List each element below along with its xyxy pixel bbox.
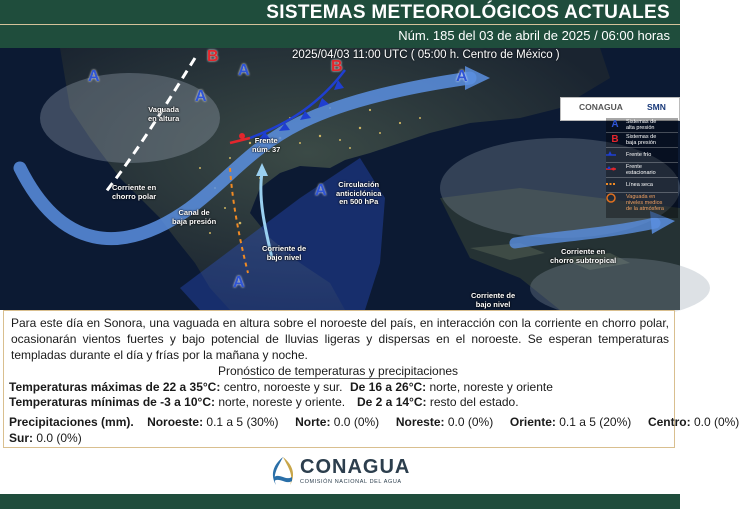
label-anticyclonic-circulation: Circulación anticiclónica en 500 hPa — [336, 180, 382, 206]
label-polar-jet: Corriente en chorro polar — [112, 183, 157, 201]
min-temp-label: Temperaturas mínimas de -3 a 10°C: — [9, 395, 215, 409]
precip-region: Noreste: — [395, 415, 445, 429]
min-temperature-row — [9, 395, 345, 409]
description-paragraph: Para este día en Sonora, una vaguada en altura sobre el noroeste del país, en interacción con la corriente en chorro polar, ocasionarán vientos fuertes y bajo potencial de lluvias ligeras y dispersas en el noroeste. Se esperan temperaturas templadas durante el día y frías por la mañana y noche. — [11, 316, 669, 362]
precip-value: 0.1 a 5 (30%) — [203, 415, 279, 429]
precip-value: 0.0 (0%) — [444, 415, 494, 429]
cloud-band-southeast — [530, 258, 710, 318]
high-pressure-marker: A — [238, 62, 250, 79]
legend-item-dry-line — [606, 178, 678, 193]
max-temperature-row — [9, 380, 342, 394]
header-divider — [0, 24, 680, 25]
legend-item-stationary-front — [606, 163, 678, 178]
conagua-logo-subtitle: COMISIÓN NACIONAL DEL AGUA — [300, 479, 402, 485]
high-pressure-marker: A — [233, 274, 245, 291]
conagua-logo-small: CONAGUA — [579, 102, 623, 112]
map-graphics — [0, 48, 680, 310]
cold-front-icon — [606, 148, 616, 158]
smn-logo: SMN — [647, 102, 666, 112]
forecast-panel — [3, 310, 739, 448]
legend-low-symbol: B — [611, 134, 619, 145]
legend-item-high — [606, 118, 678, 133]
precip-value: 0.1 a 5 (20%) — [555, 415, 632, 429]
map-timestamp: 2025/04/03 11:00 UTC ( 05:00 h. Centro de México ) — [292, 49, 560, 61]
precip-region: Norte: — [295, 415, 331, 429]
precipitation-row-2 — [9, 431, 82, 445]
precip-region: Noroeste: — [147, 415, 204, 429]
trough-icon — [606, 193, 616, 203]
low-pressure-marker: B — [331, 58, 343, 75]
stationary-front-marker — [239, 133, 245, 139]
min-temperature-row-2 — [357, 395, 519, 409]
legend-trough-label: Vaguada en niveles medios de la atmósfera — [626, 194, 664, 212]
page-title: SISTEMAS METEOROLÓGICOS ACTUALES — [266, 2, 670, 23]
max-temperature-row-2 — [350, 380, 553, 394]
precip-value: 0.0 (0%) — [330, 415, 380, 429]
satellite-map — [0, 48, 680, 310]
label-low-level-current-2: Corriente de bajo nivel — [471, 291, 516, 309]
cloud-band-northwest — [40, 73, 220, 163]
max-temp-regions: centro, noroeste y sur. — [220, 380, 343, 394]
label-upper-trough: Vaguada en altura — [148, 105, 180, 123]
high-pressure-marker: A — [456, 68, 468, 85]
conagua-emblem-icon — [268, 455, 298, 489]
max-temp-regions-2: norte, noreste y oriente — [426, 380, 553, 394]
high-pressure-marker: A — [195, 88, 207, 105]
legend-item-low — [606, 133, 678, 148]
forecast-title: Pronóstico de temperaturas y precipitaciones — [217, 364, 459, 378]
precip-value: 0.0 (0%) — [33, 431, 82, 445]
legend-high-label: Sistemas de alta presión — [626, 119, 657, 131]
legend-high-symbol: A — [611, 119, 619, 130]
max-temp-label: Temperaturas máximas de 22 a 35°C: — [9, 380, 221, 394]
high-pressure-marker: A — [88, 68, 100, 85]
label-subtropical-jet: Corriente en chorro subtropical — [550, 247, 617, 265]
legend-item-cold-front — [606, 148, 678, 163]
label-front-37: Frente núm. 37 — [252, 136, 281, 154]
legend-cold-front-label: Frente frío — [626, 152, 652, 158]
precip-region: Sur: — [9, 431, 33, 445]
min-temp-label-2: De 2 a 14°C: — [357, 395, 427, 409]
precip-region: Oriente: — [509, 415, 556, 429]
min-temp-regions-2: resto del estado. — [426, 395, 519, 409]
label-low-pressure-channel: Canal de baja presión — [172, 208, 217, 226]
legend-item-trough — [606, 193, 678, 215]
min-temp-regions: norte, noreste y oriente. — [215, 395, 346, 409]
max-temp-label-2: De 16 a 26°C: — [350, 380, 427, 394]
precip-label: Precipitaciones (mm). — [9, 415, 134, 429]
legend-stationary-front-label: Frente estacionario — [626, 164, 656, 176]
legend-dry-line-label: Línea seca — [626, 182, 653, 188]
dry-line-icon — [606, 178, 616, 188]
precip-value: 0.0 (0%) — [690, 415, 739, 429]
map-legend — [606, 118, 678, 218]
bulletin-subtitle: Núm. 185 del 03 de abril de 2025 / 06:00 horas — [398, 28, 670, 43]
footer-bar — [0, 494, 680, 509]
header-bar — [0, 0, 680, 48]
conagua-logo-text: CONAGUA — [300, 456, 411, 478]
precipitation-row — [9, 415, 739, 429]
stationary-front-icon — [606, 163, 616, 173]
high-pressure-marker: A — [315, 182, 327, 199]
low-pressure-marker: B — [207, 48, 219, 65]
legend-low-label: Sistemas de baja presión — [626, 134, 657, 146]
forecast-title-underline — [242, 378, 432, 379]
precip-region: Centro: — [647, 415, 691, 429]
label-low-level-current: Corriente de bajo nivel — [262, 244, 307, 262]
